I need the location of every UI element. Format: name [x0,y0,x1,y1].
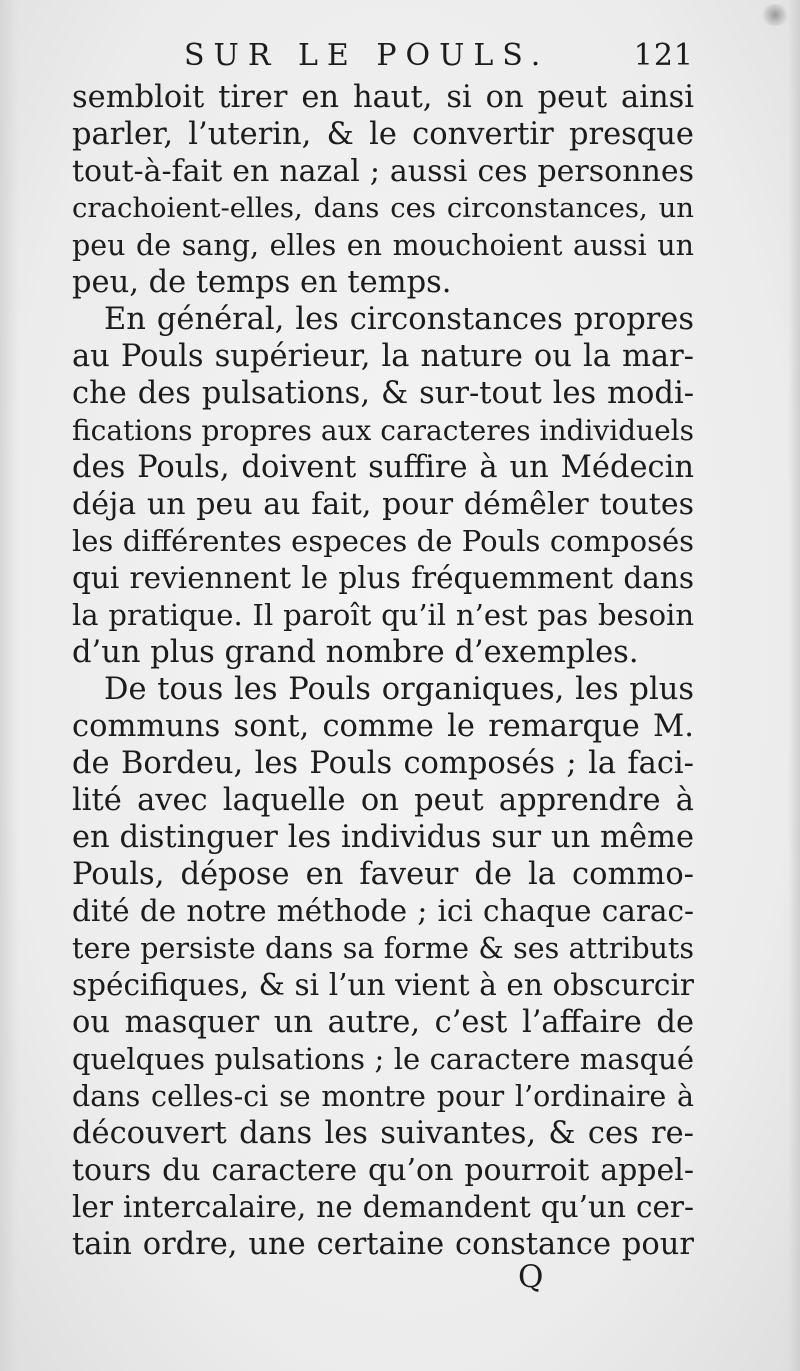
text-line: la pratique. Il paroît qu’il n’est pas besoin [72,598,694,632]
text-line: parler, l’uterin, & le convertir presque [72,117,694,152]
running-head: SUR LE POULS. [184,38,550,73]
text-line: tout-à-fait en nazal ; aussi ces personnes [72,154,694,189]
page-number: 121 [633,38,694,73]
text-line: tours du caractere qu’on pourroit appel- [72,1153,694,1188]
signature-mark: Q [518,1259,544,1295]
text-line: tain ordre, une certaine constance pour [72,1227,694,1262]
page-edge-shadow-left [0,0,18,1371]
text-line: quelques pulsations ; le caractere masqué [72,1042,694,1076]
text-line: Pouls, dépose en faveur de la commo- [72,857,694,892]
text-line: che des pulsations, & sur-tout les modi- [72,376,694,411]
text-line: de Bordeu, les Pouls composés ; la faci- [72,746,694,781]
text-line: dité de notre méthode ; ici chaque carac- [72,894,694,928]
ink-blot-mark [760,4,790,26]
text-line: fications propres aux caracteres individuels [72,414,694,447]
text-line: communs sont, comme le remarque M. [72,709,694,744]
text-line: au Pouls supérieur, la nature ou la mar- [72,339,694,374]
text-line: crachoient-elles, dans ces circonstances, un [72,192,694,224]
text-line: qui reviennent le plus fréquemment dans [72,561,694,595]
text-line: peu de sang, elles en mouchoient aussi un [72,229,694,262]
body-text [72,79,694,1263]
page-header [72,36,694,76]
text-line: découvert dans les suivantes, & ces re- [72,1116,694,1151]
text-line: ler intercalaire, ne demandent qu’un cer- [72,1190,694,1224]
text-line: dans celles-ci se montre pour l’ordinaire à [72,1080,694,1113]
text-line: peu, de temps en temps. [72,265,452,300]
text-line: déja un peu au fait, pour démêler toutes [72,487,694,522]
text-line: les différentes especes de Pouls composés [72,524,694,558]
text-line: ou masquer un autre, c’est l’affaire de [72,1005,694,1040]
text-line: d’un plus grand nombre d’exemples. [72,635,639,670]
text-line: De tous les Pouls organiques, les plus [104,672,694,707]
text-line: tere persiste dans sa forme & ses attributs [72,932,694,965]
text-line: des Pouls, doivent suffire à un Médecin [72,450,694,485]
text-line: en distinguer les individus sur un même [72,820,694,855]
page-edge-shadow-right [788,0,800,1371]
text-line: sembloit tirer en haut, si on peut ainsi [72,80,694,115]
text-line: En général, les circonstances propres [104,302,694,337]
text-line: lité avec laquelle on peut apprendre à [72,783,694,818]
text-line: spécifiques, & si l’un vient à en obscurcir [72,968,694,1002]
